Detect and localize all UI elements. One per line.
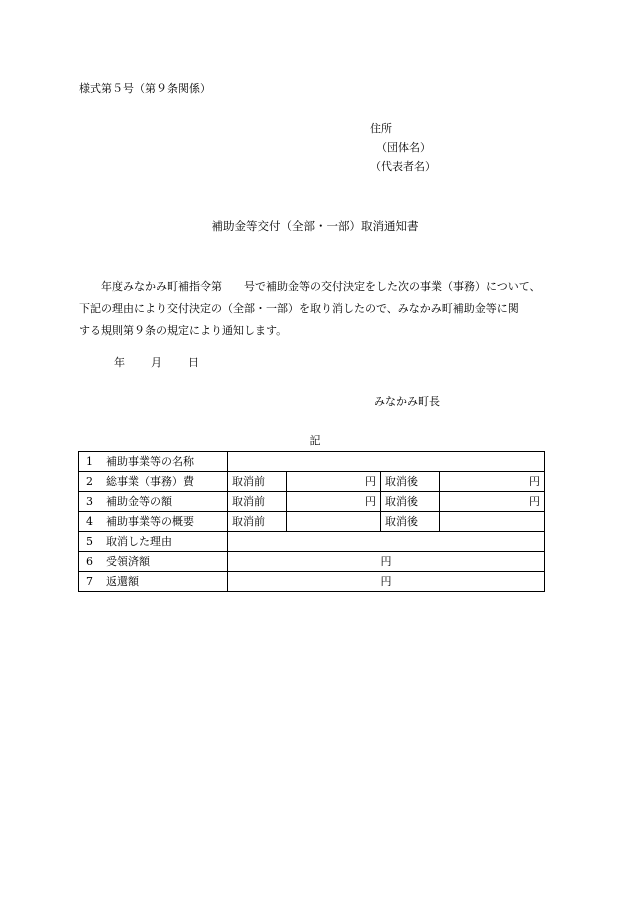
date-year: 年 bbox=[114, 356, 125, 369]
before-label: 取消前 bbox=[228, 472, 287, 492]
before-label: 取消前 bbox=[228, 492, 287, 512]
item-label: 補助金等の額 bbox=[106, 495, 172, 508]
recipient-representative-label: （代表者名） bbox=[370, 160, 436, 173]
item-cell bbox=[79, 572, 228, 592]
item-number: 5 bbox=[86, 535, 93, 548]
item-number: 6 bbox=[86, 555, 93, 568]
item-label: 受領済額 bbox=[106, 555, 150, 568]
before-amount: 円 bbox=[287, 492, 381, 512]
item-number: 2 bbox=[86, 475, 93, 488]
body-line-1: 年度みなかみ町補指令第 号で補助金等の交付決定をした次の事業（事務）について、 bbox=[79, 280, 541, 293]
before-amount: 円 bbox=[287, 472, 381, 492]
item-label: 取消した理由 bbox=[106, 535, 172, 548]
refund-amount: 円 bbox=[228, 572, 545, 592]
item-cell bbox=[79, 452, 228, 472]
recipient-address-label: 住所 bbox=[370, 122, 392, 135]
after-label: 取消後 bbox=[381, 492, 440, 512]
body-line-2: 下記の理由により交付決定の（全部・一部）を取り消したので、みなかみ町補助金等に関 bbox=[79, 302, 519, 315]
table-row bbox=[79, 472, 545, 492]
after-label: 取消後 bbox=[381, 512, 440, 532]
table-row bbox=[79, 492, 545, 512]
item-number: 3 bbox=[86, 495, 93, 508]
item-label: 返還額 bbox=[106, 575, 139, 588]
item-number: 1 bbox=[86, 455, 93, 468]
table-row bbox=[79, 552, 545, 572]
details-table bbox=[78, 451, 545, 592]
item-number: 4 bbox=[86, 515, 93, 528]
after-label: 取消後 bbox=[381, 472, 440, 492]
after-amount: 円 bbox=[440, 472, 545, 492]
item-cell bbox=[79, 552, 228, 572]
item-cell bbox=[79, 512, 228, 532]
date-day: 日 bbox=[188, 356, 199, 369]
form-number: 様式第５号（第９条関係） bbox=[79, 82, 211, 95]
value-cell bbox=[228, 452, 545, 472]
item-label: 補助事業等の概要 bbox=[106, 515, 194, 528]
issuer-name: みなかみ町長 bbox=[374, 395, 440, 408]
before-label: 取消前 bbox=[228, 512, 287, 532]
document-title: 補助金等交付（全部・一部）取消通知書 bbox=[211, 219, 419, 233]
table-row bbox=[79, 452, 545, 472]
after-amount: 円 bbox=[440, 492, 545, 512]
table-row bbox=[79, 572, 545, 592]
notice-body bbox=[79, 276, 559, 342]
value-cell bbox=[228, 532, 545, 552]
ki-heading: 記 bbox=[309, 434, 321, 447]
item-label: 補助事業等の名称 bbox=[106, 455, 194, 468]
before-value bbox=[287, 512, 381, 532]
table-row bbox=[79, 532, 545, 552]
date-line bbox=[114, 356, 199, 370]
body-line-3: する規則第９条の規定により通知します。 bbox=[79, 324, 288, 337]
item-number: 7 bbox=[86, 575, 93, 588]
recipient-organization-label: （団体名） bbox=[376, 141, 431, 154]
item-cell bbox=[79, 472, 228, 492]
received-amount: 円 bbox=[228, 552, 545, 572]
item-cell bbox=[79, 532, 228, 552]
after-value bbox=[440, 512, 545, 532]
item-cell bbox=[79, 492, 228, 512]
item-label: 総事業（事務）費 bbox=[106, 475, 194, 488]
date-month: 月 bbox=[151, 356, 162, 369]
table-row bbox=[79, 512, 545, 532]
